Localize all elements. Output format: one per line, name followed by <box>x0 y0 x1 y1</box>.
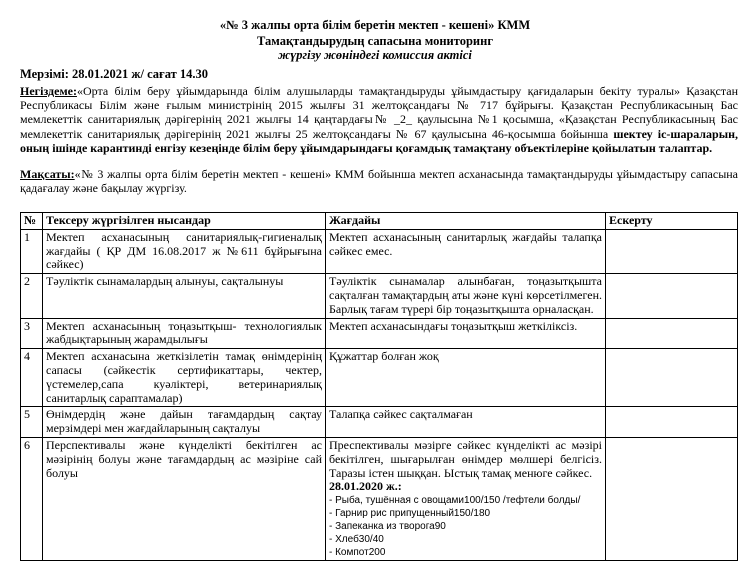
document-subtitle-2: жүргізу жөніндегі комиссия актісі <box>278 48 472 62</box>
row-object: Мектеп асханасына жеткізілетін тамақ өнімдерінің сапасы (сәйкестік сертификаттары, чектер, үстемелер,сапа куәліктері, ветеринариялық санитарлық сараптамалар) <box>43 349 326 407</box>
menu-item: - Запеканка из творога90 <box>329 521 446 533</box>
row-num: 1 <box>21 229 43 273</box>
row-status: Тәуліктік сынамалар алынбаған, тоңазытқышта сақталған тамақтардың аты және күні көрсетілмеген. Барлық тағам түрері бір тоңазытқышта орналасқан. <box>326 274 606 318</box>
row-object: Перспективалы және күнделікті бекітілген ас мәзірінің болуы және тағамдардың ас мәзіріне сай болуы <box>43 437 326 560</box>
menu-date: 28.01.2020 ж.: <box>329 479 402 494</box>
row-note <box>606 274 738 318</box>
basis-paragraph <box>20 84 738 155</box>
row-status: Преспективалы мәзірге сәйкес күнделікті ас мәзірі бекітілген, шығарылған өнімдер мөлшері белгісіз. Таразы істен шыққан. Ыстық тамақ менюге сәйкес. <box>329 437 602 480</box>
row-object: Мектеп асханасының санитариялық-гигиеналық жағдайы ( ҚР ДМ 16.08.2017 ж №611 бұйрығына сәйкес) <box>43 229 326 273</box>
goal-text: «№ 3 жалпы орта білім беретін мектеп - кешені» КММ бойынша мектеп асханасында тамақтандыруды ұйымдастыру сапасына қадағалау және бақылау жүргізу. <box>20 167 738 196</box>
row-status: Мектеп асханасындағы тоңазытқыш жеткіліксіз. <box>326 318 606 349</box>
row-num: 5 <box>21 407 43 438</box>
row-object: Өнімдердің және дайын тағамдардың сақтау мерзімдері мен жағдайларының сақталуы <box>43 407 326 438</box>
menu-item: - Рыба, тушённая с овощами100/150 /тефтели болды/ <box>329 495 581 507</box>
table-row <box>21 349 738 407</box>
row-num: 4 <box>21 349 43 407</box>
table-row <box>21 407 738 438</box>
row-note <box>606 437 738 560</box>
header-status: Жағдайы <box>326 213 606 230</box>
row-num: 6 <box>21 437 43 560</box>
row-note <box>606 229 738 273</box>
menu-item: - Хлеб30/40 <box>329 534 384 546</box>
table-row <box>21 437 738 560</box>
goal-label: Мақсаты: <box>20 167 75 181</box>
menu-item: - Гарнир рис припущенный150/180 <box>329 508 491 520</box>
header-num: № <box>21 213 43 230</box>
row-status: Мектеп асханасының санитарлық жағдайы талапқа сәйкес емес. <box>326 229 606 273</box>
date-line: Мерзімі: 28.01.2021 ж/ сағат 14.30 <box>20 67 209 81</box>
table-row <box>21 274 738 318</box>
row-note <box>606 318 738 349</box>
table-row <box>21 229 738 273</box>
menu-item: - Компот200 <box>329 547 386 559</box>
row-num: 3 <box>21 318 43 349</box>
row-status: Талапқа сәйкес сақталмаған <box>326 407 606 438</box>
basis-bold-text: шектеу іс-шараларын, оның ішінде карантинді енгізу кезеңінде білім беру ұйымдарындағы қоғамдық тамақтану объектілеріне қойылатын талаптар. <box>20 126 738 155</box>
row-note <box>606 349 738 407</box>
table-header-row <box>21 213 738 230</box>
row-object: Тәуліктік сынамалардың алынуы, сақталынуы <box>43 274 326 318</box>
basis-text: «Орта білім беру ұйымдарында білім алушыларды тамақтандыруды ұйымдастыру қағидаларын бекіту туралы» Қазақстан Республикасы Білім және ғылым министрінің 2015 жылғы 31 желтоқсандағы № 717 бұйрығы. Қазақстан Республикасының Бас мемлекеттік санитариялық дәрігерінің 2021 жылғы 14 қаңтардағы№ _2_ қаулысына №1 қосымша, «Қазақстан Республикасының Бас мемлекеттік санитариялық дәрігерінің 2021 жылғы 25 желтоқсандағы № 67 қаулысына 46-қосымша бойынша <box>20 84 738 141</box>
document-subtitle: Тамақтандырудың сапасына мониторинг <box>256 34 494 48</box>
row-status: Құжаттар болған жоқ <box>326 349 606 407</box>
basis-label: Негіздеме: <box>20 84 77 98</box>
header-object: Тексеру жүргізілген нысандар <box>43 213 326 230</box>
document-title: «№ 3 жалпы орта білім беретін мектеп - кешені» КММ <box>219 18 531 32</box>
row-status-cell <box>326 437 606 560</box>
row-object: Мектеп асханасының тоңазытқыш- технологиялык жабдықтарының жарамдылығы <box>43 318 326 349</box>
goal-paragraph <box>20 167 738 195</box>
table-row <box>21 318 738 349</box>
row-note <box>606 407 738 438</box>
header-note: Ескерту <box>606 213 738 230</box>
row-num: 2 <box>21 274 43 318</box>
inspection-table <box>20 212 738 561</box>
